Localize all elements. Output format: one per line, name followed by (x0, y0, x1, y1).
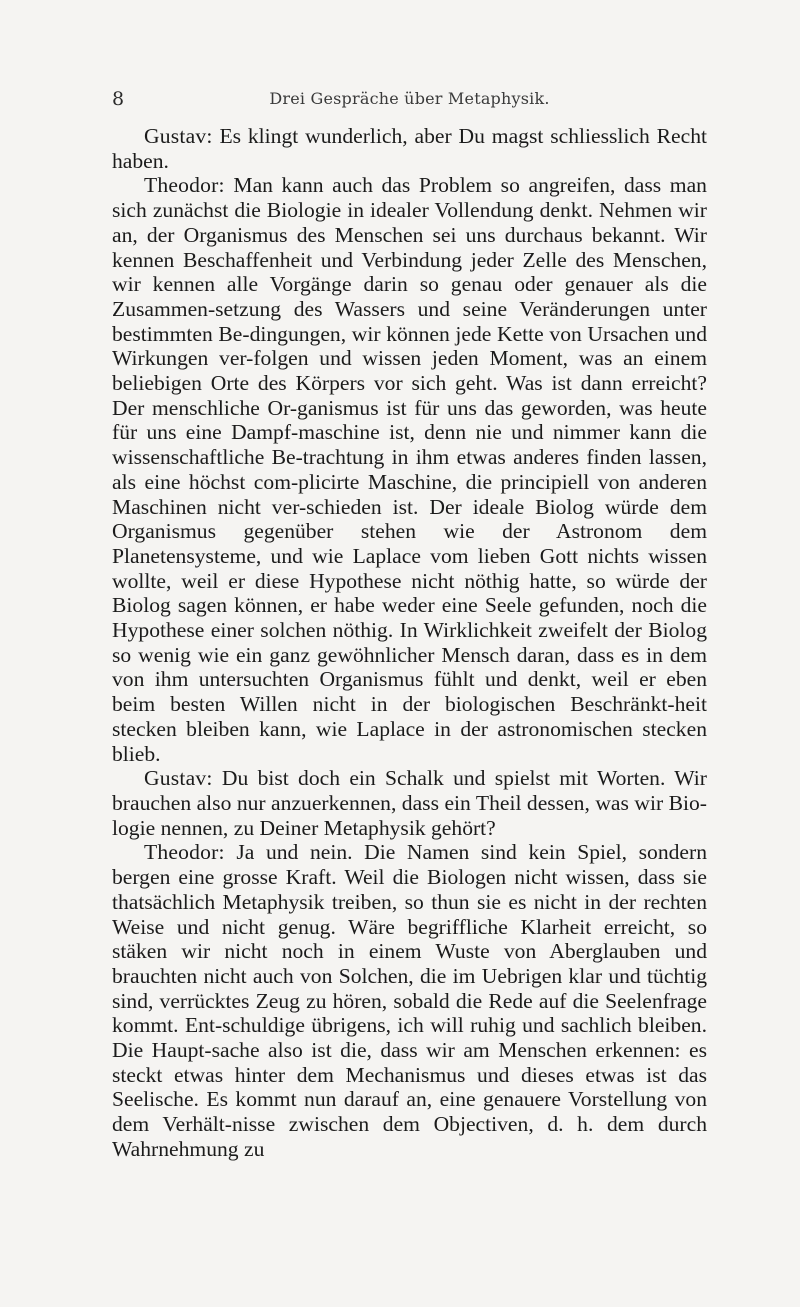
paragraph-gustav-2 (112, 766, 707, 840)
paragraph-gustav-1 (112, 124, 707, 173)
paragraph-theodor-1 (112, 173, 707, 766)
body-text (112, 124, 707, 1162)
speaker-label: Gustav: (144, 124, 213, 148)
speaker-label: Theodor: (144, 840, 225, 865)
paragraph-text: Du bist doch ein Schalk und spielst mit Worten. Wir brauchen also nur anzuerkennen, dass ein Theil dessen, was wir Bio-logie nennen, zu Deiner Metaphysik gehört? (112, 766, 707, 840)
page-header (112, 88, 707, 116)
page-number: 8 (112, 88, 125, 110)
paragraph-text: Ja und nein. Die Namen sind kein Spiel, sondern bergen eine grosse Kraft. Weil die Biologen nicht wissen, dass sie thatsächlich Metaphysik treiben, so thun sie es nicht in der rechten Weise und nicht genug. Wäre begriffliche Klarheit erreicht, so stäken wir nicht noch in einem Wuste von Aberglauben und brauchten nicht auch von Solchen, die im Uebrigen klar und tüchtig sind, verrücktes Zeug zu hören, sobald die Rede auf die Seelenfrage kommt. Ent-schuldige übrigens, ich will ruhig und sachlich bleiben. Die Haupt-sache also ist die, dass wir am Menschen erkennen: es steckt etwas hinter dem Mechanismus und dieses etwas ist das Seelische. Es kommt nun darauf an, eine genauere Vorstellung von dem Verhält-nisse zwischen dem Objectiven, d. h. dem durch Wahrnehmung zu (112, 840, 707, 1161)
paragraph-text: Man kann auch das Problem so angreifen, dass man sich zunächst die Biologie in idealer Vollendung denkt. Nehmen wir an, der Organismus des Menschen sei uns durchaus bekannt. Wir kennen Beschaffenheit und Verbindung jeder Zelle des Menschen, wir kennen alle Vorgänge darin so genau oder genauer als die Zusammen-setzung des Wassers und seine Veränderungen unter bestimmten Be-dingungen, wir können jede Kette von Ursachen und Wirkungen ver-folgen und wissen jeden Moment, was an einem beliebigen Orte des Körpers vor sich geht. Was ist dann erreicht? Der menschliche Or-ganismus ist für uns das geworden, was heute für uns eine Dampf-maschine ist, denn nie und nimmer kann die wissenschaftliche Be-trachtung in ihm etwas anderes finden lassen, als eine höchst com-plicirte Maschine, die principiell von anderen Maschinen nicht ver-schieden ist. Der ideale Biolog würde dem Organismus gegenüber stehen wie der Astronom dem Planetensysteme, und wie Laplace vom lieben Gott nichts wissen wollte, weil er diese Hypothese nicht nöthig hatte, so würde der Biolog sagen können, er habe weder eine Seele gefunden, noch die Hypothese einer solchen nöthig. In Wirklichkeit zweifelt der Biolog so wenig wie ein ganz gewöhnlicher Mensch daran, dass es in dem von ihm untersuchten Organismus fühlt und denkt, weil er eben beim besten Willen nicht in der biologischen Beschränkt-heit stecken bleiben kann, wie Laplace in der astronomischen stecken blieb. (112, 173, 707, 766)
speaker-label: Gustav: (144, 766, 213, 791)
paragraph-text: Es klingt wunderlich, aber Du magst schliesslich Recht haben. (112, 124, 707, 173)
paragraph-theodor-2 (112, 840, 707, 1161)
speaker-label: Theodor: (144, 173, 225, 198)
running-title: Drei Gespräche über Metaphysik. (269, 89, 550, 108)
